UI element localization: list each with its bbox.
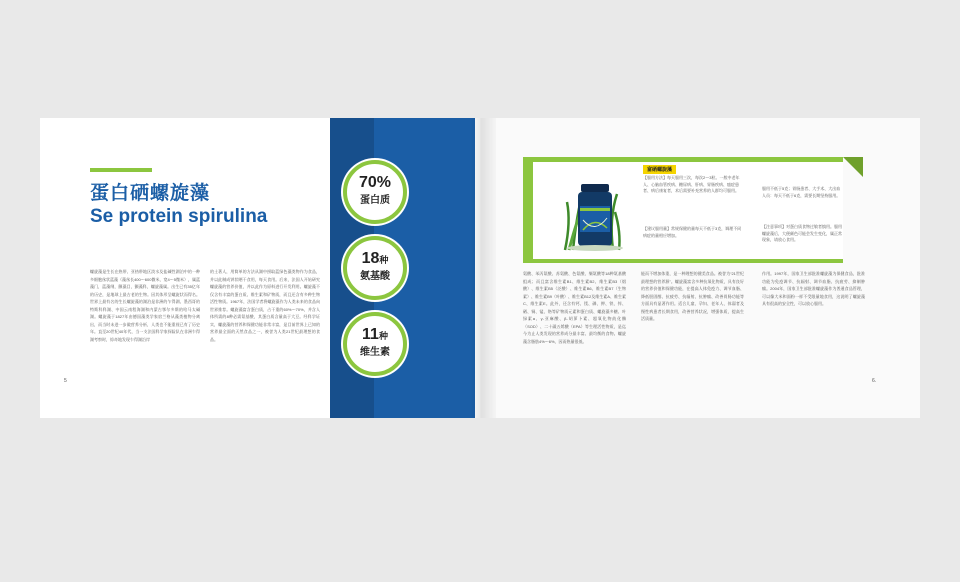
- page-title-en: Se protein spirulina: [90, 206, 268, 227]
- title-accent-bar: [90, 168, 152, 172]
- stat-number: 18种: [361, 250, 389, 267]
- page-title-cn: 蛋白硒螺旋藻: [90, 183, 211, 204]
- stat-circle-amino-acids: [343, 236, 407, 300]
- body-column-4: 能而不增加体重，是一种理想的健美食品。被誉为“21世纪最理想的营养源”。螺旋藻富含多种抗氧化物质，具有良好的营养价值和保健功能，在提高人体免疫力、调节血脂、降低胆固醇、抗疲劳、抗辐射、抗肿瘤、改善胃肠功能等方面具有显著作用。适合儿童、孕妇、老年人、体弱者及慢性病患者长期食用，改善营养状况，增强体质，提高生活质量。: [641, 271, 744, 321]
- stat-label: 维生素: [360, 347, 390, 358]
- stat-number: 70%: [358, 174, 392, 191]
- stat-label: 蛋白质: [360, 195, 390, 206]
- stat-label: 氨基酸: [360, 271, 390, 282]
- page-number-left: 5: [64, 378, 67, 384]
- stat-circle-vitamins: [343, 312, 407, 376]
- usage-info: 【服用方法】每天服用三次，每次2～3粒。一般中老年人、心脑血管疾病、糖尿病、肝病、胃肠疾病、癌症患者、病后康复者，术后需要补充营养的人群均可服用。: [643, 175, 740, 194]
- product-tag: 富硒螺旋藻: [643, 165, 676, 174]
- page-number-right: 6.: [872, 378, 877, 384]
- body-column-5: 作用。1997年，国家卫生部批准螺旋藻为保健食品，批准功能为免疫调节、抗辐射、调节血脂、抗疲劳、抑制肿瘤。2004年，国家卫生部批准螺旋藻作为普通食品管理，可以像大米和面粉一样不受限量地食用，这说明了螺旋藻具有很高的安全性，可以放心服用。: [762, 271, 865, 306]
- dosage-info: 【建议服用量】常规保健的量每天不低于3克，调理不同病症的量相应增加。: [643, 226, 742, 238]
- stat-circle-protein: [343, 160, 407, 224]
- body-column-3: 氨酸、苯丙氨酸、苏氨酸、色氨酸、缬氨酸等18种氨基酸组成；而且富含维生素B1、维生素B2、维生素B3（烟酸）、维生素B5（泛酸）、维生素B6、维生素B7（生物素）、维生素B9（叶酸）、维生素B12及维生素A、维生素C、维生素E。此外，还含有钙、镁、磷、钾、铁、锌、硒、铜、锰、铬等矿物质元素和蛋白质、螺旋藻多糖、叶绿素a、γ-亚麻酸、β-胡萝卜素、超氧化物歧化酶（SOD）、二十碳五烯酸（EPA）等生理活性物质，是迄今为止人类发现的营养成分最丰富、最均衡的食物。螺旋藻含脂肪4%～6%，因而热量很低。: [523, 271, 626, 344]
- product-bottle-image: [563, 172, 623, 252]
- body-column-1: 螺旋藻是生长在热带、亚热带地区淡水及盐碱性湖泊中的一种多细胞丝状蓝藻（藻丝长400～600微米，宽4～5微米），属蓝藻门，蓝藻纲，颤藻目，颤藻科，螺旋藻属。出生已有35亿年的历史，是地球上最古老的生物。因其体形呈螺旋状而得名。世界上最有名的生长螺旋藻的湖泊是非洲的乍得湖、墨西哥的特斯科科湖、中国云南程海湖和内蒙古鄂尔多斯的哈马太碱湖。螺旋藻于1827年由德国藻类学家宿兰格从藻类植物分离出，而当时未进一步做营养分析，人类也不能重视已有了历史年。直至20世纪40年代，当一支法国科学家探险队在非洲乍得湖考察时，惊奇地发现乍得湖沿岸: [90, 269, 200, 342]
- spine-shadow: [470, 118, 496, 418]
- dosage-info-continued: 服用不低于5克；胃肠患者、大手术、大出血人员：每天不低于6克，需要长期坚持服用。: [762, 186, 841, 198]
- notes-info: 【注意事项】对蛋白质食物过敏者慎用。服用螺旋藻后，大便颜色可能会发生变化，属正常现象，请放心食用。: [762, 224, 842, 243]
- stat-number: 11种: [362, 326, 388, 343]
- body-column-2: 的土著人，用简单的方法从湖中捞取蓝绿色藻类物作为食品，并以此制成饼状晒干食用，每天食用。后来，法国人开始研究螺旋藻的营养价值，并以此作为原料进行开发利用。螺旋藻不仅含有丰富的蛋白质、维生素和矿物质，而且还含有多种生物活性物质。1967年，法国学者将螺旋藻作为人类未来的食品向世界推荐。螺旋藻富含蛋白质，占干重的60%～70%，并含人体所需的8种必需氨基酸，其蛋白质含量高于大豆。经科学证实，螺旋藻的营养和保健功能非常丰富，是目前世界上已知的营养最全面的天然食品之一，被誉为人类21世纪最理想的食品。: [210, 269, 320, 342]
